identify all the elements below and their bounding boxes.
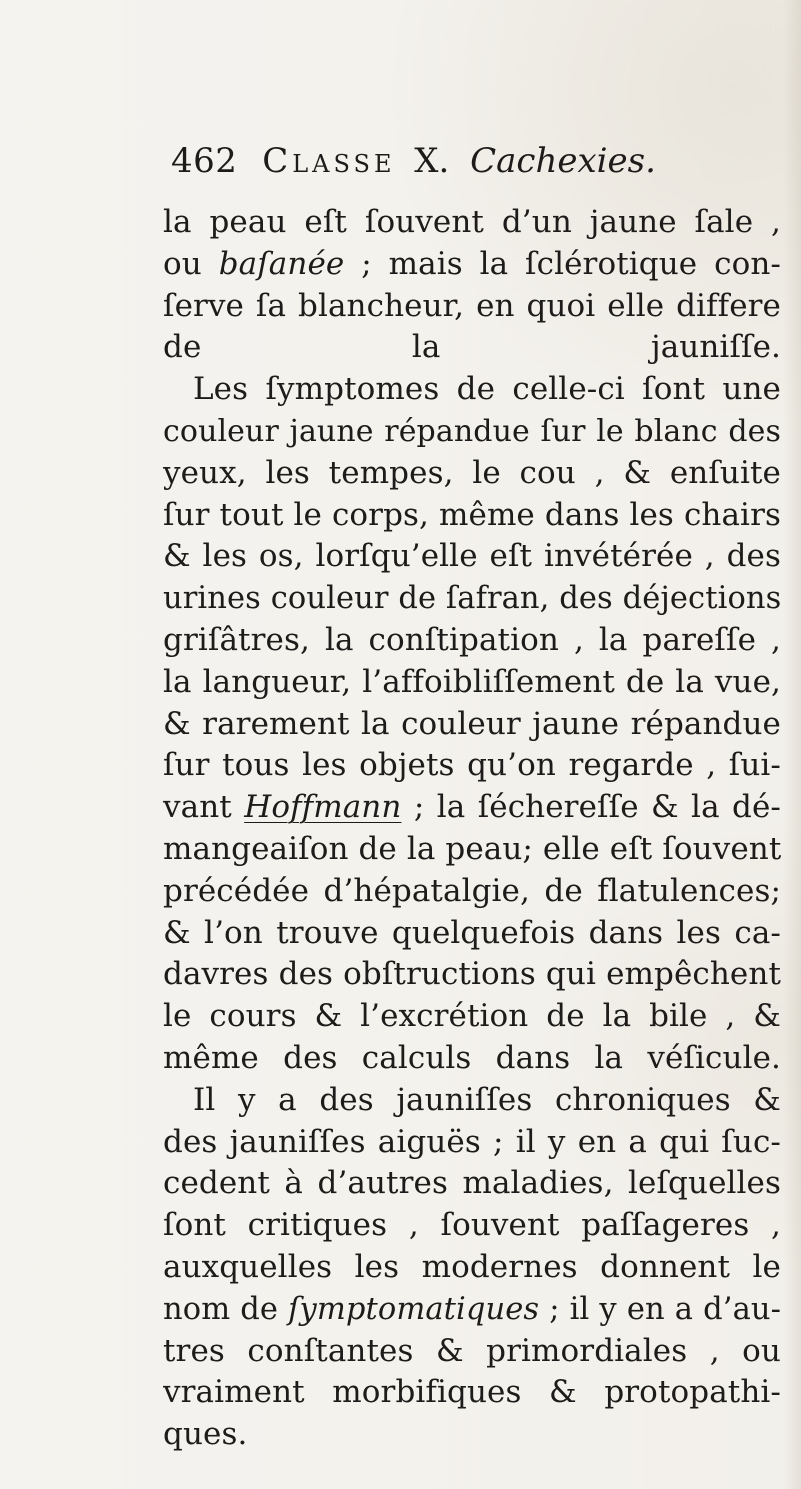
line-text: griſâtres, la conſtipation , la pareſſe , xyxy=(163,621,781,658)
text-line xyxy=(163,954,781,996)
text-line xyxy=(163,996,781,1038)
text-line xyxy=(163,1414,781,1456)
line-text: urines couleur de ſafran, des déjections xyxy=(163,581,781,617)
italic-term: baſanée xyxy=(218,245,345,282)
line-text: yeux, les tempes, le cou , & enſuite xyxy=(163,454,781,491)
line-text-continued: ; il y en a d’au- xyxy=(539,1291,781,1327)
section-title: Cachexies. xyxy=(470,141,656,181)
line-text: vraiment morbifiques & protopathi- xyxy=(163,1374,781,1411)
page-edge-shadow xyxy=(783,0,801,1489)
line-text: Les ſymptomes de celle-ci ſont une xyxy=(193,371,781,408)
text-line xyxy=(163,829,781,871)
text-line xyxy=(163,453,781,495)
text-line xyxy=(163,1247,781,1289)
line-text: ques. xyxy=(163,1416,248,1453)
line-text: ſur tous les objets qu’on regarde , ſui- xyxy=(163,747,781,784)
text-line xyxy=(163,662,781,704)
line-text: ſont critiques , ſouvent paſſageres , xyxy=(163,1207,781,1244)
line-text: nom de xyxy=(163,1291,289,1327)
text-line xyxy=(163,745,781,787)
line-text-continued: ; mais la ſclérotique con- xyxy=(344,245,781,282)
text-line xyxy=(163,1205,781,1247)
line-text: ou xyxy=(163,245,219,282)
text-line xyxy=(163,536,781,578)
text-line xyxy=(163,871,781,913)
line-text: Il y a des jauniſſes chroniques & xyxy=(193,1081,781,1118)
text-line xyxy=(163,202,781,244)
text-line xyxy=(163,1038,781,1080)
text-line xyxy=(163,327,781,369)
line-text-continued: ; la ſéchereſſe & la dé- xyxy=(401,789,781,826)
text-line xyxy=(163,578,781,620)
classe-label: Classe xyxy=(262,141,396,181)
line-text: vant xyxy=(163,789,245,826)
classe-number: X. xyxy=(414,141,450,181)
text-line xyxy=(163,1080,781,1122)
text-line xyxy=(163,369,781,411)
line-text: ſerve ſa blancheur, en quoi elle differe xyxy=(163,287,781,324)
line-text: la peau eſt ſouvent d’un jaune ſale , xyxy=(163,204,781,240)
text-line xyxy=(163,1331,781,1373)
line-text: ſur tout le corps, même dans les chairs xyxy=(163,496,781,533)
line-text: davres des obſtructions qui empêchent xyxy=(163,956,781,993)
running-header xyxy=(171,136,771,186)
line-text: tres conſtantes & primordiales , ou xyxy=(163,1332,781,1369)
line-text: couleur jaune répandue ſur le blanc des xyxy=(163,413,781,449)
line-text: cedent à d’autres maladies, leſquelles xyxy=(163,1165,781,1202)
text-line xyxy=(163,704,781,746)
line-text: mangeaiſon de la peau; elle eſt ſouvent xyxy=(163,830,781,867)
text-line xyxy=(163,1163,781,1205)
text-line xyxy=(163,620,781,662)
line-text: & l’on trouve quelquefois dans les ca- xyxy=(163,914,781,951)
line-text: le cours & l’excrétion de la bile , & xyxy=(163,998,781,1035)
line-text: la langueur, l’affoibliſſement de la vue, xyxy=(163,663,781,700)
line-text: auxquelles les modernes donnent le xyxy=(163,1248,781,1285)
line-text: de la jauniſſe. xyxy=(163,329,781,366)
text-line xyxy=(163,411,781,453)
text-line xyxy=(163,1289,781,1331)
line-text: & rarement la couleur jaune répandue xyxy=(163,705,781,742)
text-line xyxy=(163,286,781,328)
line-text: & les os, lorſqu’elle eſt invétérée , des xyxy=(163,538,781,575)
text-line xyxy=(163,787,781,829)
text-line xyxy=(163,244,781,286)
line-text: même des calculs dans la véſicule. xyxy=(163,1039,781,1076)
italic-term: ſymptomatiques xyxy=(288,1291,540,1327)
body-text xyxy=(163,202,781,1456)
text-line xyxy=(163,495,781,537)
text-line xyxy=(163,913,781,955)
page-number: 462 xyxy=(171,141,238,181)
italic-term: Hoffmann xyxy=(244,789,402,826)
text-line xyxy=(163,1122,781,1164)
line-text: des jauniſſes aiguës ; il y en a qui ſuc- xyxy=(163,1123,781,1160)
line-text: précédée d’hépatalgie, de flatulences; xyxy=(163,872,781,909)
text-line xyxy=(163,1372,781,1414)
